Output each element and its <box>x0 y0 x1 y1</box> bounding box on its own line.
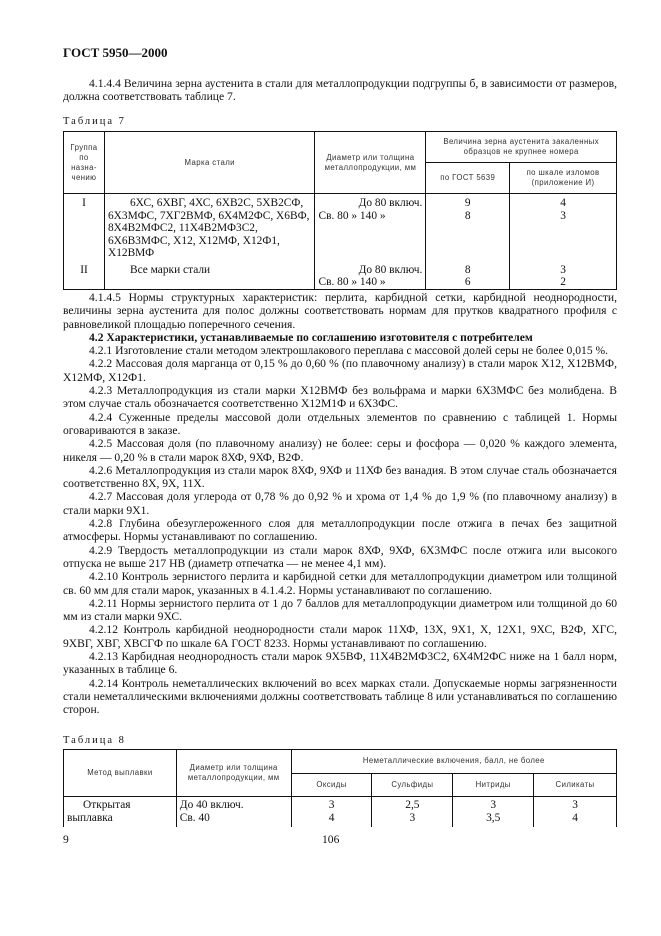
table-row <box>64 797 617 828</box>
cell-gost: 8 <box>464 209 471 222</box>
paragraph-text: 4.2.9 Твердость металлопродукции из стали марок 8ХФ, 9ХФ, 6Х3МФС после отжига или высокого отпуска не выше 217 НВ (диаметр отпечатка — не менее 4,1 мм). <box>63 543 617 570</box>
paragraph-text: 4.2.8 Глубина обезуглероженного слоя для металлопродукции после отжига в печах без защитной атмосферы. Нормы устанавливают по соглашению. <box>63 517 617 544</box>
col-header-grain: Величина зерна аустенита закаленных образцов не крупнее номера <box>426 132 617 163</box>
paragraph-text: 4.2.7 Массовая доля углерода от 0,78 % до 0,92 % и хрома от 1,4 % до 1,9 % (по плавочному анализу) в стали марки 9Х1. <box>63 490 617 517</box>
cell-scale: 3 <box>560 263 566 276</box>
cell-diameter: Св. 80 » 140 » <box>318 209 386 222</box>
col-header-method: Метод выплавки <box>64 750 177 797</box>
table-row <box>64 264 617 290</box>
table8-label: Таблица 8 <box>63 735 126 746</box>
paragraph <box>63 677 617 717</box>
cell-scale: 2 <box>560 276 566 288</box>
col-header-gost: по ГОСТ 5639 <box>426 163 510 194</box>
paragraph <box>63 437 617 464</box>
col-header-inclusions: Неметаллические включения, балл, не более <box>291 750 616 774</box>
paragraph-text: 4.1.4.4 Величина зерна аустенита в стали для металлопродукции подгруппы б, в зависимости от размеров, должна соответствовать таблице 7. <box>63 77 617 104</box>
cell-sulfides: 3 <box>409 811 416 824</box>
cell-grade: Все марки стали <box>104 264 315 290</box>
col-header-nitrides: Нитриды <box>453 773 534 797</box>
paragraph-text: 4.2.4 Суженные пределы массовой доли отдельных элементов по сравнению с таблицей 1. Нормы оговариваются в заказе. <box>63 410 617 437</box>
page-number: 106 <box>322 833 340 846</box>
paragraph-text: 4.2.6 Металлопродукция из стали марок 8ХФ, 9ХФ и 11ХФ без ванадия. В этом случае сталь обозначается соответственно 8Х, 9Х, 11Х. <box>63 463 617 491</box>
col-header-scale: по шкале изломов (приложение И) <box>510 163 617 194</box>
document-header: ГОСТ 5950—2000 <box>63 45 168 60</box>
table-8 <box>63 749 617 827</box>
paragraph-text: 4.2.3 Металлопродукция из стали марки Х12ВМФ без вольфрама и марки 6Х3МФС без молибдена. В этом случае сталь обозначается соответственно Х12М1Ф и 6Х3ФС. <box>63 384 617 411</box>
cell-scale: 4 <box>560 197 566 209</box>
paragraph <box>63 517 617 544</box>
cell-oxides: 3 <box>328 799 335 811</box>
paragraph <box>63 291 617 331</box>
paragraph <box>63 411 617 438</box>
cell-nitrides: 3,5 <box>486 811 501 824</box>
cell-gost: 6 <box>464 276 471 288</box>
paragraph <box>63 490 617 517</box>
cell-diameter: Св. 40 <box>179 811 210 824</box>
paragraph <box>63 357 617 384</box>
paragraph <box>63 331 617 344</box>
cell-sulfides: 2,5 <box>405 799 420 811</box>
col-header-oxides: Оксиды <box>291 773 372 797</box>
paragraph <box>63 344 617 357</box>
paragraph-text: 4.2.5 Массовая доля (по плавочному анализу) не более: серы и фосфора — 0,020 % каждого элемента, никеля — 0,20 % в стали марок 8ХФ, 9ХФ, В2Ф. <box>63 437 617 464</box>
cell-diameter: До 80 включ. <box>358 197 423 209</box>
paragraph-text: 4.2.10 Контроль зернистого перлита и карбидной сетки для металлопродукции диаметром или толщиной св. 60 мм для стали марок, указанных в 4.1.4.2. Нормы устанавливают по соглашению. <box>63 570 617 597</box>
cell-method: Открытая выплавка <box>64 797 177 828</box>
paragraph <box>63 570 617 597</box>
cell-gost: 9 <box>464 197 471 209</box>
cell-oxides: 4 <box>328 811 335 824</box>
paragraph-text: 4.2.1 Изготовление стали методом электрошлакового переплава с массовой долей серы не более 0,015 %. <box>89 344 609 358</box>
cell-nitrides: 3 <box>490 799 497 811</box>
table-7 <box>63 131 617 290</box>
paragraph-text: 4.2.11 Нормы зернистого перлита от 1 до 7 баллов для металлопродукции диаметром или толщиной до 60 мм из стали марки 9ХС. <box>63 596 617 624</box>
paragraph-4-1-4-4 <box>63 77 617 104</box>
cell-group: II <box>64 264 105 290</box>
cell-silicates: 3 <box>572 799 578 811</box>
col-header-group: Группа по назна-чению <box>64 132 105 194</box>
col-header-sulfides: Сульфиды <box>372 773 453 797</box>
table-row <box>64 194 617 264</box>
col-header-diameter: Диаметр или толщина металлопродукции, мм <box>315 132 426 194</box>
cell-diameter: До 80 включ. <box>358 263 423 276</box>
paragraph <box>63 464 617 491</box>
col-header-grade: Марка стали <box>104 132 315 194</box>
col-header-diameter: Диаметр или толщина металлопродукции, мм <box>176 750 291 797</box>
paragraph-text: 4.2.2 Массовая доля марганца от 0,15 % до 0,60 % (по плавочному анализу) в стали марок Х12, Х12ВМФ, Х12МФ, Х12Ф1. <box>63 357 617 384</box>
cell-silicates: 4 <box>572 811 578 824</box>
paragraph-text: 4.2 Характеристики, устанавливаемые по соглашению изготовителя с потребителем <box>89 330 533 344</box>
paragraph <box>63 650 617 677</box>
cell-diameter: До 40 включ. <box>179 799 244 811</box>
paragraph <box>63 544 617 571</box>
paragraph <box>63 384 617 411</box>
paragraph <box>63 623 617 650</box>
cell-diameter: Св. 80 » 140 » <box>318 276 386 288</box>
paragraph-text: 4.2.12 Контроль карбидной неоднородности стали марок 11ХФ, 13Х, 9Х1, Х, 12Х1, 9ХС, В2Ф, ХГС, 9ХВГ, ХВГ, ХВСГФ по шкале 6А ГОСТ 8233. Нормы устанавливают по соглашению. <box>63 623 617 650</box>
table7-label: Таблица 7 <box>63 116 126 127</box>
paragraph <box>63 597 617 624</box>
cell-scale: 3 <box>560 209 566 222</box>
paragraph-text: 4.2.13 Карбидная неоднородность стали марок 9Х5ВФ, 11Х4В2МФ3С2, 6Х4М2ФС ниже на 1 балл норм, указанных в таблице 6. <box>63 650 617 677</box>
cell-grade: 6ХС, 6ХВГ, 4ХС, 6ХВ2С, 5ХВ2СФ, 6Х3МФС, 7ХГ2ВМФ, 6Х4М2ФС, Х6ВФ, 8Х4В2МФС2, 11Х4В2МФ3С2, 6Х6В3МФС, Х12, Х12МФ, Х12Ф1, Х12ВМФ <box>104 194 315 264</box>
cell-gost: 8 <box>464 263 471 276</box>
paragraph-text: 4.2.14 Контроль неметаллических включений во всех марках стали. Допускаемые нормы загрязненности стали неметаллическими включениями должны соответствовать таблице 8 или устанавливаться по соглашению сторон. <box>63 676 617 717</box>
footer-left-number: 9 <box>63 833 69 846</box>
col-header-silicates: Силикаты <box>534 773 617 797</box>
body-text <box>0 291 617 717</box>
cell-group: I <box>64 194 105 264</box>
paragraph-text: 4.1.4.5 Нормы структурных характеристик: перлита, карбидной сетки, карбидной неоднородности, величины зерна аустенита для полос должны соответствовать нормам для прутков квадратного профиля с равновеликой площадью поперечного сечения. <box>63 291 617 331</box>
